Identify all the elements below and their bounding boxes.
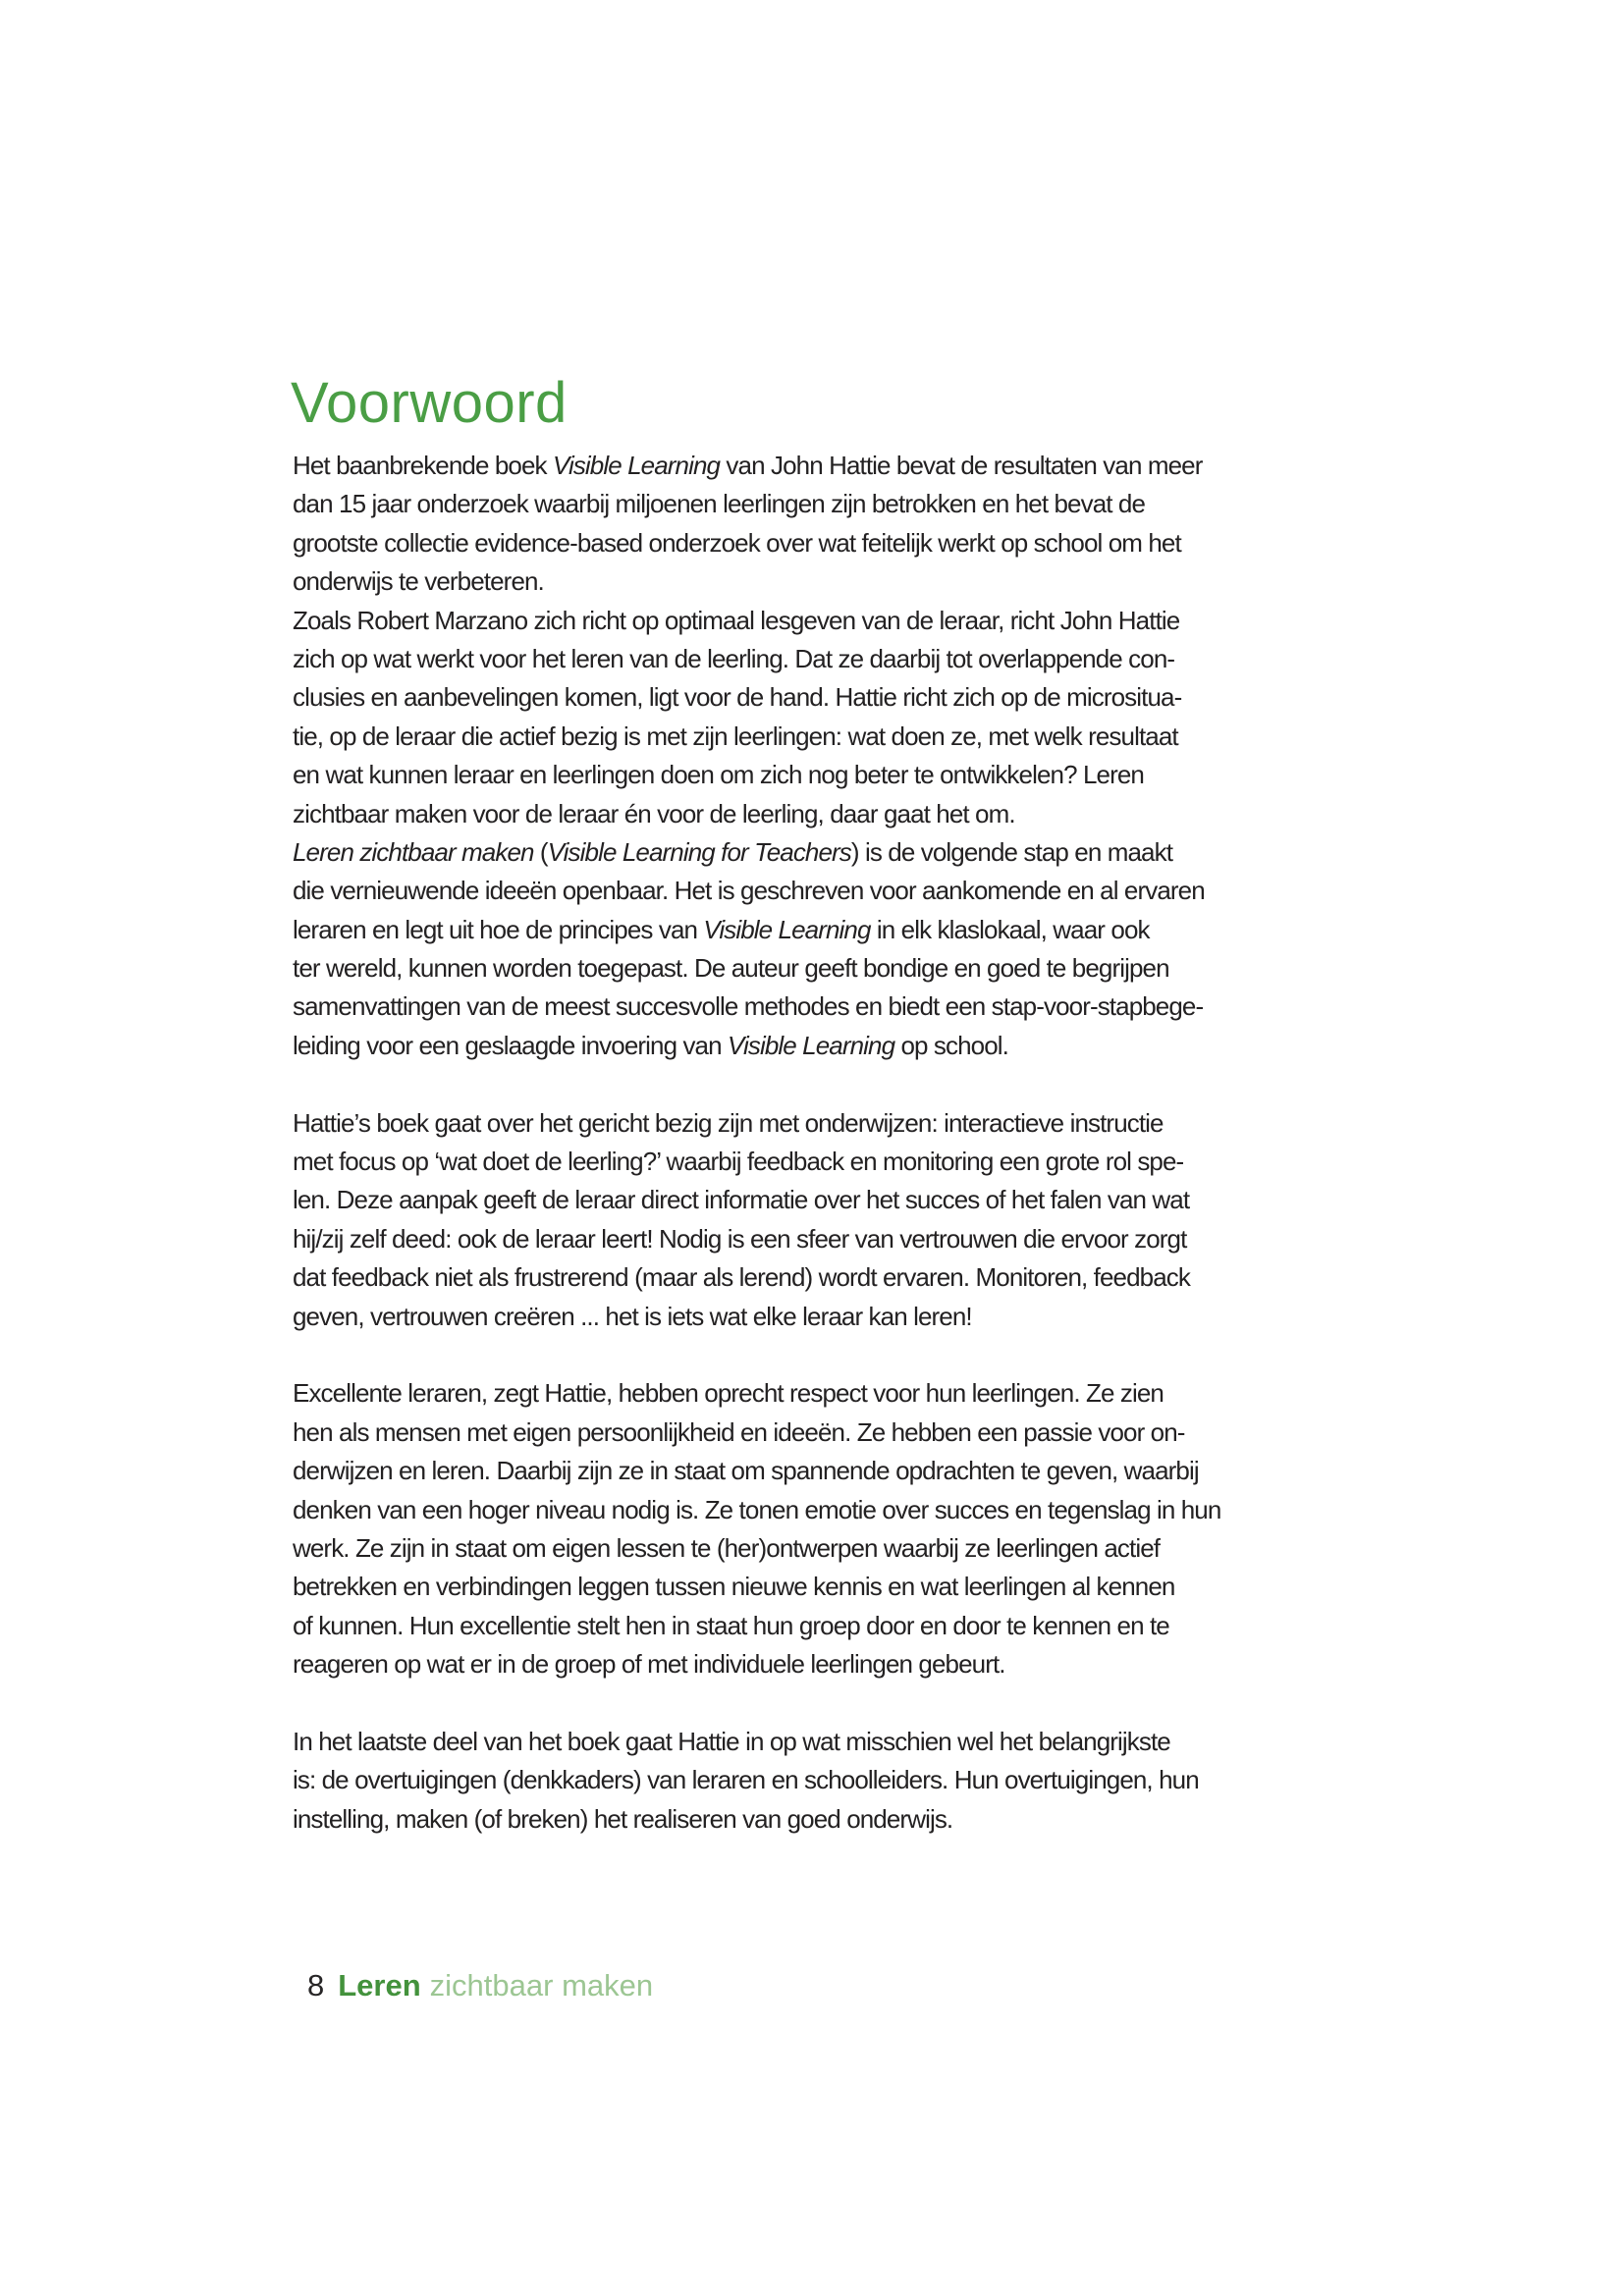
text-segment: ( [533, 836, 548, 867]
text-line [293, 872, 1318, 910]
text-segment: geven, vertrouwen creëren ... het is iets wat elke leraar kan leren! [293, 1301, 972, 1331]
body-text [293, 447, 1318, 1839]
text-segment: met focus op ‘wat doet de leerling?’ waarbij feedback en monitoring een grote rol spe- [293, 1147, 1184, 1177]
text-line [293, 524, 1318, 562]
text-segment: leiding voor een geslaagde invoering van [293, 1030, 728, 1060]
text-line [293, 1568, 1318, 1606]
text-segment: ter wereld, kunnen worden toegepast. De auteur geeft bondige en goed te begrijpen [293, 953, 1169, 984]
text-segment: is: de overtuigingen (denkkaders) van leraren en schoolleiders. Hun overtuigingen, hun [293, 1765, 1199, 1795]
paragraph [293, 447, 1318, 602]
text-segment: hij/zij zelf deed: ook de leraar leert! Nodig is een sfeer van vertrouwen die ervoor zorgt [293, 1223, 1187, 1254]
text-segment: samenvattingen van de meest succesvolle methodes en biedt een stap-voor-stapbege- [293, 991, 1204, 1022]
text-segment: dat feedback niet als frustrerend (maar als lerend) wordt ervaren. Monitoren, feedback [293, 1262, 1190, 1293]
text-line [293, 1607, 1318, 1645]
text-segment: hen als mensen met eigen persoonlijkheid en ideeën. Ze hebben een passie voor on- [293, 1416, 1185, 1447]
page-footer [307, 1968, 653, 2003]
text-segment: In het laatste deel van het boek gaat Hattie in op wat misschien wel het belangrijkste [293, 1726, 1170, 1756]
text-line [293, 447, 1318, 485]
text-segment: ) is de volgende stap en maakt [850, 836, 1173, 867]
footer-book-title-bold: Leren [338, 1968, 421, 2002]
text-segment: clusies en aanbevelingen komen, ligt voor de hand. Hattie richt zich op de micrositua- [293, 682, 1182, 713]
text-line [293, 1374, 1318, 1413]
paragraph [293, 1723, 1318, 1839]
text-segment: dan 15 jaar onderzoek waarbij miljoenen leerlingen zijn betrokken en het bevat de [293, 489, 1146, 519]
text-line [293, 1181, 1318, 1219]
footer-book-title-light: zichtbaar maken [429, 1968, 654, 2002]
text-line [293, 1220, 1318, 1258]
paragraph [293, 833, 1318, 1065]
text-segment: zichtbaar maken voor de leraar én voor de leerling, daar gaat het om. [293, 798, 1015, 828]
text-segment: Zoals Robert Marzano zich richt op optimaal lesgeven van de leraar, richt John Hattie [293, 605, 1180, 635]
text-segment: onderwijs te verbeteren. [293, 566, 544, 597]
text-line [293, 678, 1318, 717]
text-line [293, 1800, 1318, 1839]
text-segment: in elk klaslokaal, waar ook [870, 914, 1150, 944]
text-segment: en wat kunnen leraar en leerlingen doen om zich nog beter te ontwikkelen? Leren [293, 760, 1144, 790]
italic-text: Visible Learning for Teachers [547, 836, 851, 867]
text-segment: op school. [894, 1030, 1008, 1060]
text-line [293, 1645, 1318, 1683]
paragraph [293, 1374, 1318, 1683]
text-line [293, 718, 1318, 756]
text-segment: denken van een hoger niveau nodig is. Ze tonen emotie over succes en tegenslag in hun [293, 1494, 1221, 1524]
text-line [293, 1529, 1318, 1568]
paragraph [293, 602, 1318, 833]
text-line [293, 795, 1318, 833]
text-line [293, 1491, 1318, 1529]
text-segment: reageren op wat er in de groep of met individuele leerlingen gebeurt. [293, 1649, 1005, 1680]
text-segment: leraren en legt uit hoe de principes van [293, 914, 704, 944]
italic-text: Leren zichtbaar maken [293, 836, 534, 867]
text-segment: van John Hattie bevat de resultaten van meer [720, 451, 1203, 480]
text-line [293, 949, 1318, 988]
text-segment: len. Deze aanpak geeft de leraar direct informatie over het succes of het falen van wat [293, 1185, 1190, 1215]
text-segment: of kunnen. Hun excellentie stelt hen in staat hun groep door en door te kennen en te [293, 1610, 1169, 1640]
text-segment: tie, op de leraar die actief bezig is met zijn leerlingen: wat doen ze, met welk resultaat [293, 721, 1178, 751]
text-line [293, 1143, 1318, 1181]
text-segment: Excellente leraren, zegt Hattie, hebben oprecht respect voor hun leerlingen. Ze zien [293, 1378, 1164, 1409]
text-line [293, 833, 1318, 872]
text-line [293, 1761, 1318, 1799]
text-line [293, 602, 1318, 640]
text-segment: Het baanbrekende boek [293, 451, 553, 480]
italic-text: Visible Learning [703, 914, 871, 944]
text-line [293, 1452, 1318, 1490]
italic-text: Visible Learning [552, 451, 721, 480]
text-line [293, 640, 1318, 678]
page-number: 8 [307, 1968, 325, 2002]
paragraph [293, 1104, 1318, 1336]
page-title: Voorwoord [291, 370, 568, 435]
text-line [293, 911, 1318, 949]
text-line [293, 756, 1318, 794]
italic-text: Visible Learning [728, 1030, 895, 1060]
text-line [293, 562, 1318, 601]
text-segment: grootste collectie evidence-based onderzoek over wat feitelijk werkt op school om het [293, 527, 1181, 558]
text-segment: derwijzen en leren. Daarbij zijn ze in staat om spannende opdrachten te geven, waarbij [293, 1456, 1199, 1486]
text-line [293, 1723, 1318, 1761]
text-segment: instelling, maken (of breken) het realiseren van goed onderwijs. [293, 1803, 953, 1834]
text-line [293, 1027, 1318, 1065]
text-segment: zich op wat werkt voor het leren van de leerling. Dat ze daarbij tot overlappende con- [293, 643, 1175, 673]
text-line [293, 1104, 1318, 1143]
text-segment: werk. Ze zijn in staat om eigen lessen te (her)ontwerpen waarbij ze leerlingen actief [293, 1532, 1161, 1563]
text-line [293, 485, 1318, 523]
text-line [293, 988, 1318, 1026]
text-line [293, 1258, 1318, 1297]
text-line [293, 1414, 1318, 1452]
text-segment: die vernieuwende ideeën openbaar. Het is geschreven voor aankomende en al ervaren [293, 876, 1205, 906]
text-segment: betrekken en verbindingen leggen tussen nieuwe kennis en wat leerlingen al kennen [293, 1572, 1175, 1602]
text-line [293, 1298, 1318, 1336]
text-segment: Hattie’s boek gaat over het gericht bezig zijn met onderwijzen: interactieve instructie [293, 1107, 1164, 1138]
